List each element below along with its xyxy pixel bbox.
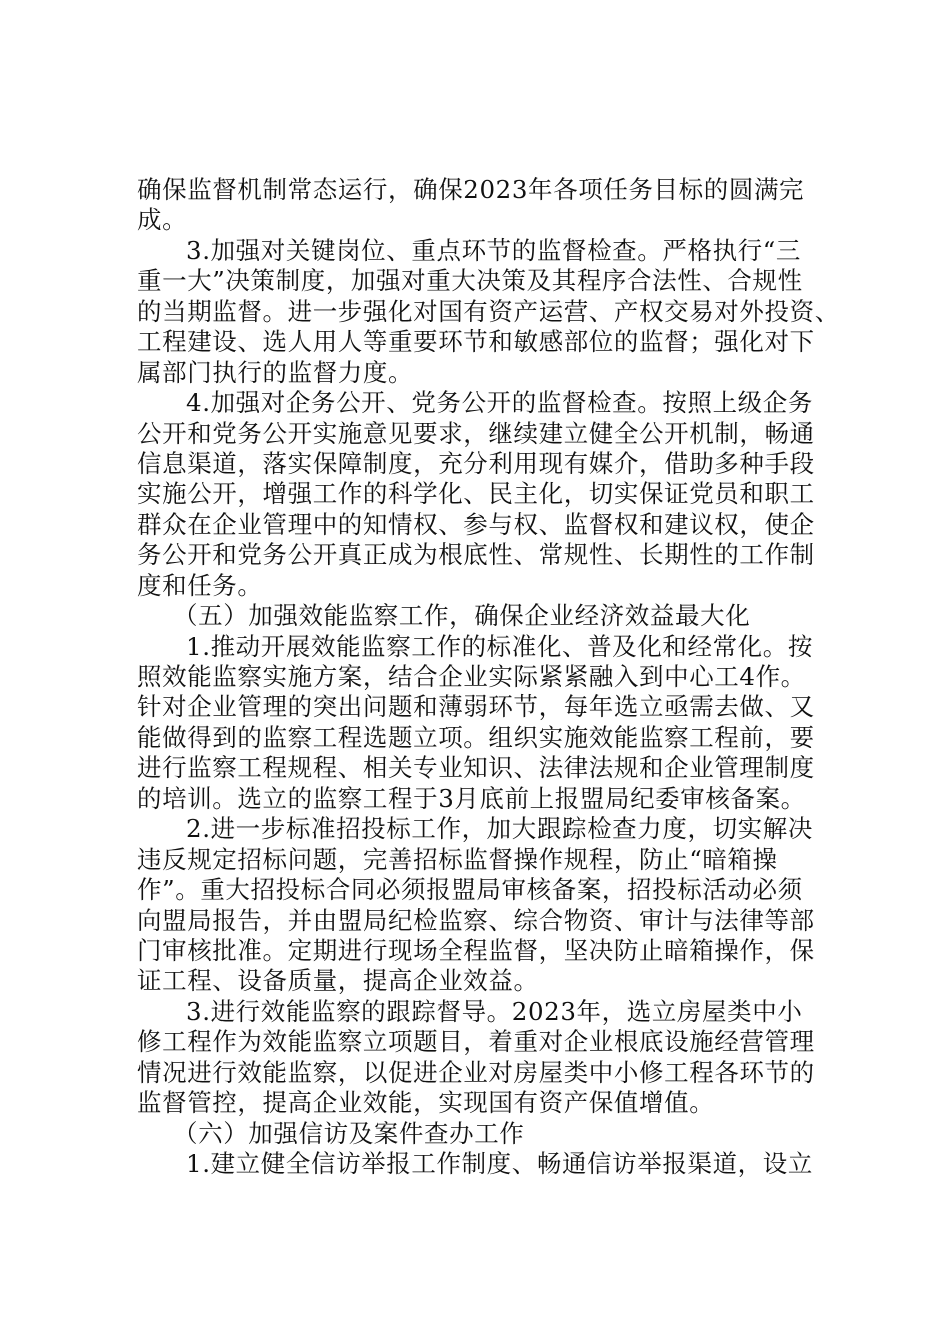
text-line: 群众在企业管理中的知情权、参与权、监督权和建议权，使企: [137, 509, 815, 539]
document-body: [137, 175, 840, 1179]
text-line: 进行监察工程规程、相关专业知识、法律法规和企业管理制度: [137, 753, 815, 783]
text-line: 1.建立健全信访举报工作制度、畅通信访举报渠道，设立: [186, 1149, 813, 1178]
text-line: 的当期监督。进一步强化对国有资产运营、产权交易对外投资、: [137, 296, 840, 326]
text-line: 针对企业管理的突出问题和薄弱环节，每年选立亟需去做、又: [137, 692, 815, 722]
text-line: 1.推动开展效能监察工作的标准化、普及化和经常化。按: [186, 631, 813, 661]
text-line: 情况进行效能监察，以促进企业对房屋类中小修工程各环节的: [137, 1057, 815, 1087]
text-line: 务公开和党务公开真正成为根底性、常规性、长期性的工作制: [137, 540, 815, 570]
section-heading-line: （五）加强效能监察工作，确保企业经济效益最大化: [173, 601, 751, 631]
text-line: 作”。重大招投标合同必须报盟局审核备案，招投标活动必须: [137, 875, 803, 905]
section-heading-line: （六）加强信访及案件查办工作: [173, 1118, 525, 1148]
text-line: 实施公开，增强工作的科学化、民主化，切实保证党员和职工: [137, 479, 815, 509]
text-line: 度和任务。: [137, 570, 263, 600]
text-line: 属部门执行的监督力度。: [137, 357, 414, 387]
text-line: 工程建设、选人用人等重要环节和敏感部位的监督；强化对下: [137, 327, 815, 357]
text-line: 门审核批准。定期进行现场全程监督，坚决防止暗箱操作，保: [137, 935, 815, 965]
text-line: 向盟局报告，并由盟局纪检监察、综合物资、审计与法律等部: [137, 905, 815, 935]
text-line: 能做得到的监察工程选题立项。组织实施效能监察工程前，要: [137, 722, 815, 752]
text-line: 2.进一步标准招投标工作，加大跟踪检查力度，切实解决: [186, 814, 813, 844]
text-line: 4.加强对企务公开、党务公开的监督检查。按照上级企务: [186, 388, 813, 418]
text-line: 确保监督机制常态运行，确保2023年各项任务目标的圆满完: [137, 175, 805, 204]
text-line: 公开和党务公开实施意见要求，继续建立健全公开机制，畅通: [137, 418, 815, 448]
text-line: 成。: [137, 205, 188, 235]
text-line: 违反规定招标问题，完善招标监督操作规程，防止“暗箱操: [137, 844, 778, 874]
text-line: 证工程、设备质量，提高企业效益。: [137, 966, 539, 996]
text-line: 修工程作为效能监察立项题目，着重对企业根底设施经营管理: [137, 1027, 815, 1057]
text-line: 3.加强对关键岗位、重点环节的监督检查。严格执行“三: [186, 235, 801, 265]
text-line: 照效能监察实施方案，结合企业实际紧紧融入到中心工4作。: [137, 662, 806, 691]
text-line: 监督管控，提高企业效能，实现国有资产保值增值。: [137, 1088, 715, 1118]
text-line: 重一大”决策制度，加强对重大决策及其程序合法性、合规性: [137, 266, 803, 296]
text-line: 的培训。选立的监察工程于3月底前上报盟局纪委审核备案。: [137, 783, 806, 813]
text-line: 3.进行效能监察的跟踪督导。2023年，选立房屋类中小: [186, 996, 803, 1026]
text-line: 信息渠道，落实保障制度，充分利用现有媒介，借助多种手段: [137, 448, 815, 478]
